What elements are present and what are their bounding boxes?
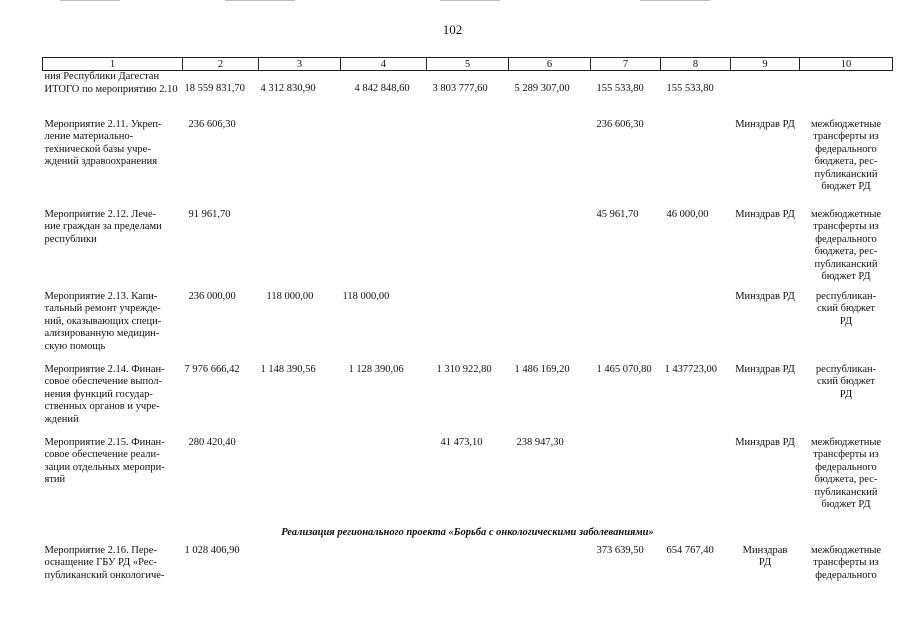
value-year: 5 289 307,00 [514, 83, 570, 94]
funding-source-line: бюджета, рес- [814, 474, 878, 485]
value-total: 18 559 831,70 [184, 83, 245, 94]
value-total: 236 606,30 [188, 118, 236, 130]
funding-source-line: бюджета, рес- [814, 156, 878, 167]
scan-edge-line [60, 0, 120, 1]
funding-source-cell [800, 209, 893, 291]
activity-name-line: Мероприятие 2.13. Капи- [44, 290, 158, 302]
value-year [427, 291, 509, 364]
executor-cell: Минздрав РД [735, 118, 795, 130]
column-header: 8 [661, 58, 731, 71]
funding-source-line: публиканский [814, 486, 878, 498]
activity-name-line: Мероприятие 2.11. Укреп- [44, 118, 162, 130]
funding-source-line: РД [839, 388, 853, 400]
activity-name-line: ние граждан за пределами [44, 221, 162, 232]
page-number: 102 [442, 22, 463, 37]
funding-source-line: трансферты из [813, 221, 879, 232]
activity-name-line: публиканский онкологиче- [44, 569, 165, 581]
value-year [661, 437, 731, 527]
value-year: 4 842 848,60 [354, 83, 410, 94]
funding-source-line: федерального [815, 143, 877, 155]
value-year: 1 437723,00 [664, 363, 717, 375]
activity-name-line: ИТОГО по мероприятию 2.10 [44, 83, 178, 95]
value-year: 1 148 390,56 [260, 363, 316, 375]
funding-source-line: федерального [815, 461, 877, 473]
table-row [43, 291, 893, 364]
section-title: Реализация регионального проекта «Борьба с онкологическими заболеваниями» [281, 526, 654, 538]
funding-source-line: трансферты из [813, 131, 879, 142]
budget-table [42, 57, 893, 582]
value-total: 1 028 406,90 [184, 544, 240, 556]
activity-name-line: скую помощь [44, 340, 106, 352]
column-header: 5 [427, 58, 509, 71]
funding-source-line: республикан- [815, 290, 877, 302]
funding-source-line: ский бюджет [817, 376, 875, 387]
table-row [43, 437, 893, 527]
activity-name-line: ализированную медицин- [44, 328, 160, 339]
value-year: 155 533,80 [596, 83, 644, 94]
funding-source-line: РД [839, 315, 853, 327]
column-header: 1 [43, 58, 183, 71]
executor-line: Минздрав [742, 544, 788, 556]
activity-name-line: ждений [44, 413, 79, 425]
value-year [591, 291, 661, 364]
executor-cell: Минздрав РД [735, 290, 795, 302]
funding-source-line: федерального [815, 233, 877, 245]
value-year [509, 545, 591, 583]
value-year [341, 119, 427, 209]
scan-edge-line [640, 0, 710, 1]
funding-source-line: бюджет РД [821, 181, 871, 192]
activity-name-line: Мероприятие 2.12. Лече- [44, 208, 157, 220]
value-year: 46 000,00 [666, 208, 709, 220]
funding-source-cell [800, 437, 893, 527]
funding-source-line: публиканский [814, 258, 878, 270]
value-year: 118 000,00 [266, 290, 314, 302]
section-row [43, 527, 893, 545]
column-header: 7 [591, 58, 661, 71]
activity-name-cell [43, 364, 183, 437]
value-year [661, 291, 731, 364]
column-header: 2 [183, 58, 259, 71]
value-year: 1 310 922,80 [436, 363, 492, 375]
executor-cell: Минздрав РД [735, 208, 795, 220]
funding-source-line: межбюджетные [810, 436, 882, 448]
activity-name-line: ственных органов и учре- [44, 401, 160, 412]
funding-source-line: публиканский [814, 168, 878, 180]
activity-name-line: республики [44, 233, 97, 245]
value-year [591, 437, 661, 527]
activity-name-line: нения функций государ- [44, 388, 153, 400]
activity-name-line: ятий [44, 474, 66, 485]
column-header: 6 [509, 58, 591, 71]
table-row [43, 119, 893, 209]
funding-source-line: бюджета, рес- [814, 246, 878, 257]
activity-name-line: ний, оказывающих специ- [44, 315, 162, 327]
table-row [43, 364, 893, 437]
activity-name-cell [43, 437, 183, 527]
activity-name-line: совое обеспечение реали- [44, 449, 160, 460]
value-year: 155 533,80 [666, 83, 714, 94]
executor-cell [731, 545, 800, 583]
column-number-row [43, 58, 893, 71]
activity-name-cell [43, 545, 183, 583]
column-header: 10 [800, 58, 893, 71]
value-year: 1 486 169,20 [514, 363, 570, 375]
column-header: 3 [259, 58, 341, 71]
activity-name-cell [43, 71, 183, 119]
value-year: 1 465 070,80 [596, 363, 652, 375]
executor-cell: Минздрав РД [735, 436, 795, 448]
value-year [341, 437, 427, 527]
value-year: 373 639,50 [596, 544, 644, 556]
funding-source-line: ский бюджет [817, 303, 875, 314]
value-year [427, 545, 509, 583]
value-year [509, 291, 591, 364]
funding-source-line: межбюджетные [810, 544, 882, 556]
funding-source-line: межбюджетные [810, 118, 882, 130]
funding-source-cell [800, 364, 893, 437]
funding-source-line: бюджет РД [821, 271, 871, 282]
value-year [259, 545, 341, 583]
value-year [509, 209, 591, 291]
activity-name-line: оснащение ГБУ РД «Рес- [44, 557, 157, 568]
value-year: 1 128 390,06 [348, 363, 404, 375]
activity-name-line: зации отдельных меропри- [44, 461, 165, 473]
table-row [43, 545, 893, 583]
column-header: 4 [341, 58, 427, 71]
value-total: 236 000,00 [188, 290, 236, 302]
value-year [259, 119, 341, 209]
value-year [341, 545, 427, 583]
value-year: 3 803 777,60 [432, 83, 488, 94]
funding-source-line: бюджет РД [821, 499, 871, 510]
activity-name-line: ждений здравоохранения [44, 156, 158, 167]
column-header: 9 [731, 58, 800, 71]
funding-source-line: трансферты из [813, 557, 879, 568]
scan-edge-line [440, 0, 500, 1]
funding-source-line: федерального [815, 569, 877, 581]
value-year [259, 437, 341, 527]
scan-edge-line [225, 0, 295, 1]
activity-name-line: тальный ремонт учрежде- [44, 303, 161, 314]
activity-name-line: Мероприятие 2.16. Пере- [44, 544, 157, 556]
value-total: 91 961,70 [188, 208, 231, 220]
value-year [259, 209, 341, 291]
funding-source-cell [800, 545, 893, 583]
activity-name-cell [43, 291, 183, 364]
table-row [43, 209, 893, 291]
value-total: 7 976 666,42 [184, 363, 240, 375]
activity-name-cell [43, 119, 183, 209]
activity-name-line: ление материально- [44, 131, 134, 142]
executor-cell [731, 71, 800, 119]
funding-source-line: межбюджетные [810, 208, 882, 220]
activity-name-line: совое обеспечение выпол- [44, 376, 162, 387]
value-year: 654 767,40 [666, 544, 714, 556]
executor-line: РД [758, 557, 772, 568]
executor-cell: Минздрав РД [735, 363, 795, 375]
activity-name-cell [43, 209, 183, 291]
activity-name-line: Мероприятие 2.14. Финан- [44, 363, 165, 375]
activity-name-line: ния Республики Дагестан [44, 71, 160, 82]
funding-source-line: трансферты из [813, 449, 879, 460]
value-year [509, 119, 591, 209]
funding-source-cell [800, 119, 893, 209]
activity-name-line: технической базы учре- [44, 143, 151, 155]
value-year: 41 473,10 [440, 436, 483, 448]
activity-name-line: Мероприятие 2.15. Финан- [44, 436, 165, 448]
value-year [341, 209, 427, 291]
funding-source-cell [800, 71, 893, 119]
value-year: 118 000,00 [342, 290, 390, 302]
funding-source-cell [800, 291, 893, 364]
value-year: 236 606,30 [596, 118, 644, 130]
value-year [427, 209, 509, 291]
value-year: 238 947,30 [516, 436, 564, 448]
table-row [43, 71, 893, 119]
value-year [427, 119, 509, 209]
funding-source-line: республикан- [815, 363, 877, 375]
value-year [661, 119, 731, 209]
value-year: 4 312 830,90 [260, 83, 316, 94]
value-year: 45 961,70 [596, 208, 639, 220]
value-total: 280 420,40 [188, 436, 236, 448]
